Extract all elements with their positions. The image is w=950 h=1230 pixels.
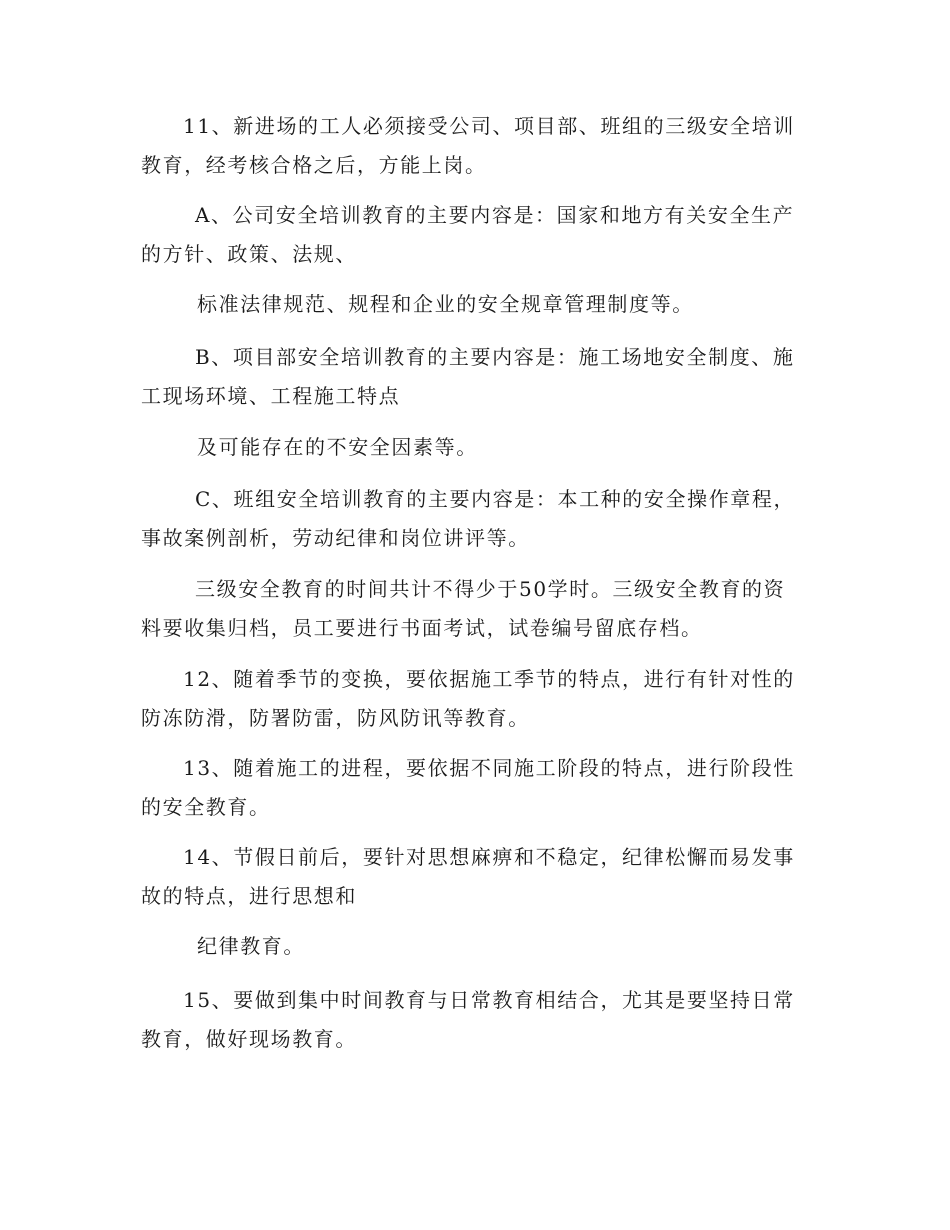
paragraph-item-b: B、项目部安全培训教育的主要内容是：施工场地安全制度、施工现场环境、工程施工特点	[141, 345, 795, 408]
paragraph-item-11: 11、新进场的工人必须接受公司、项目部、班组的三级安全培训教育，经考核合格之后，方能上岗。	[141, 114, 795, 177]
paragraph-item-a: A、公司安全培训教育的主要内容是：国家和地方有关安全生产的方针、政策、法规、	[141, 203, 795, 266]
paragraph-item-13: 13、随着施工的进程，要依据不同施工阶段的特点，进行阶段性的安全教育。	[141, 756, 795, 819]
paragraph-item-15: 15、要做到集中时间教育与日常教育相结合，尤其是要坚持日常教育，做好现场教育。	[141, 988, 795, 1051]
paragraph-study-hours: 三级安全教育的时间共计不得少于50学时。三级安全教育的资料要收集归档，员工要进行书面考试，试卷编号留底存档。	[141, 577, 786, 640]
paragraph-item-12: 12、随着季节的变换，要依据施工季节的特点，进行有针对性的防冻防滑，防署防雷，防风防讯等教育。	[141, 667, 795, 730]
paragraph-item-b-continued: 及可能存在的不安全因素等。	[197, 435, 478, 459]
paragraph-item-14: 14、节假日前后，要针对思想麻痹和不稳定，纪律松懈而易发事故的特点，进行思想和	[141, 845, 795, 908]
paragraph-item-c: C、班组安全培训教育的主要内容是：本工种的安全操作章程，事故案例剖析，劳动纪律和岗位讲评等。	[141, 487, 796, 550]
paragraph-item-14-continued: 纪律教育。	[197, 934, 305, 958]
paragraph-item-a-continued: 标准法律规范、规程和企业的安全规章管理制度等。	[197, 292, 694, 316]
